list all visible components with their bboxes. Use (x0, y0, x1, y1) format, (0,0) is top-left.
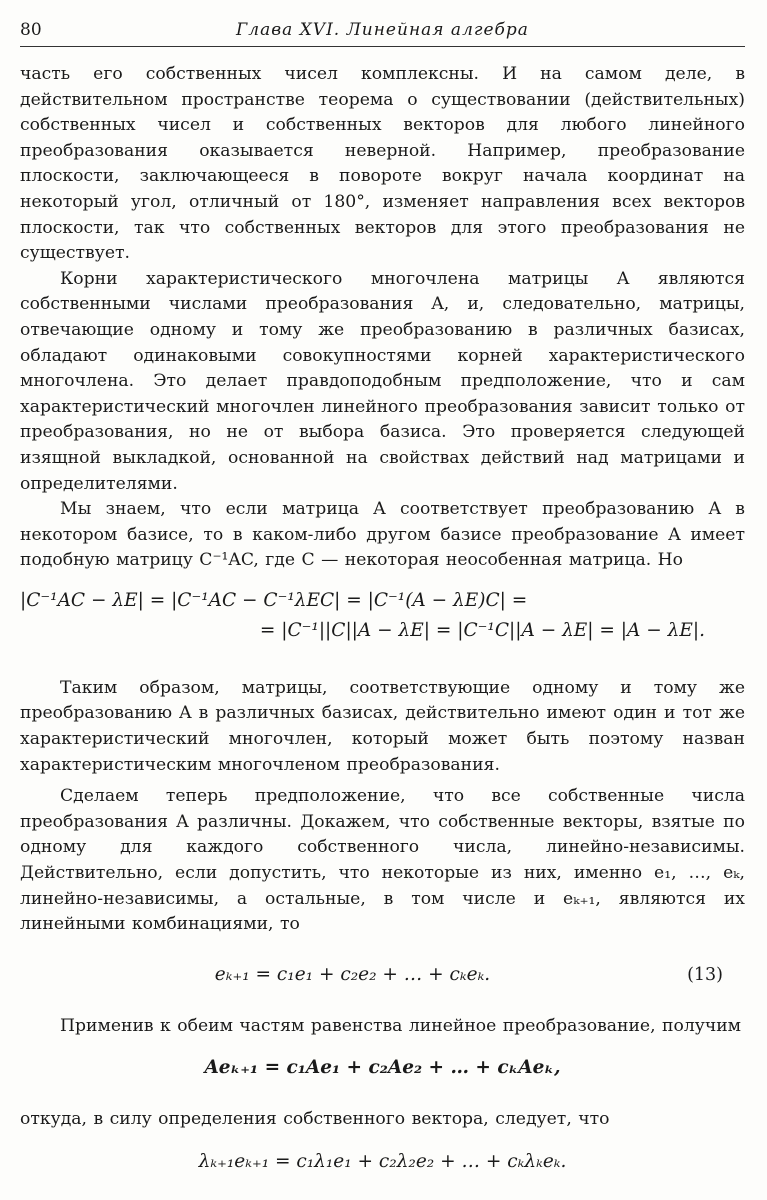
equation-13-number: (13) (687, 964, 723, 985)
paragraph-4: Таким образом, матрицы, соответствующие одному и тому же преобразованию A в различных базисах, действительно имеют один и тот же характеристический многочлен, который может быть поэтому назван характеристическим многочленом преобразования. (20, 677, 745, 775)
paragraph-3: Мы знаем, что если матрица A соответствует преобразованию A в некотором базисе, то в каком-либо другом базисе преобразование A имеет подобную матрицу C⁻¹AC, где C — некоторая неособенная матрица. Но (20, 499, 745, 571)
equation-determinant-line-2: = |C⁻¹||C||A − λE| = |C⁻¹C||A − λE| = |A − λE|. (259, 619, 705, 641)
equation-determinant-line-1: |C⁻¹AC − λE| = |C⁻¹AC − C⁻¹λEC| = |C⁻¹(A − λE)C| = (20, 589, 528, 611)
paragraph-2: Корни характеристического многочлена матрицы A являются собственными числами преобразования A, и, следовательно, матрицы, отвечающие одному и тому же преобразованию в различных базисах, обладают одинаковыми совокупностями корней характеристического многочлена. Это делает правдоподобным предположение, что и сам характеристический многочлен линейного преобразования зависит только от преобразования, но не от выбора базиса. Это проверяется следующей изящной выкладкой, основанной на свойствах действий над матрицами и определителями. (20, 268, 745, 494)
paragraph-7: откуда, в силу определения собственного вектора, следует, что (20, 1109, 610, 1130)
equation-eigen: λₖ₊₁eₖ₊₁ = c₁λ₁e₁ + c₂λ₂e₂ + … + cₖλₖeₖ. (198, 1151, 567, 1172)
paragraph-6: Применив к обеим частям равенства линейное преобразование, получим (60, 1015, 742, 1036)
equation-13-body: eₖ₊₁ = c₁e₁ + c₂e₂ + … + cₖeₖ. (214, 963, 491, 985)
page-number: 80 (20, 20, 42, 40)
paragraph-5: Сделаем теперь предположение, что все собственные числа преобразования A различны. Докажем, что собственные векторы, взятые по одному для каждого собственного числа, линейно-независимы. Действительно, если допустить, что некоторые из них, именно e₁, …, eₖ, линейно-независимы, а остальные, в том числе и eₖ₊₁, являются их линейными комбинациями, то (20, 786, 745, 935)
equation-13 (20, 960, 745, 990)
running-header (20, 16, 745, 47)
page-body (20, 62, 745, 1177)
equation-transformed: Aeₖ₊₁ = c₁Ae₁ + c₂Ae₂ + … + cₖAeₖ, (204, 1057, 561, 1079)
paragraph-1: часть его собственных чисел комплексны. И на самом деле, в действительном пространстве теорема о существовании (действительных) собственных чисел и собственных векторов для любого линейного преобразования оказывается неверной. Например, преобразование плоскости, заключающееся в повороте вокруг начала координат на некоторый угол, отличный от 180°, изменяет направления всех векторов плоскости, так что собственных векторов для этого преобразования не существует. (20, 64, 745, 264)
chapter-title: Глава XVI. Линейная алгебра (236, 20, 529, 40)
